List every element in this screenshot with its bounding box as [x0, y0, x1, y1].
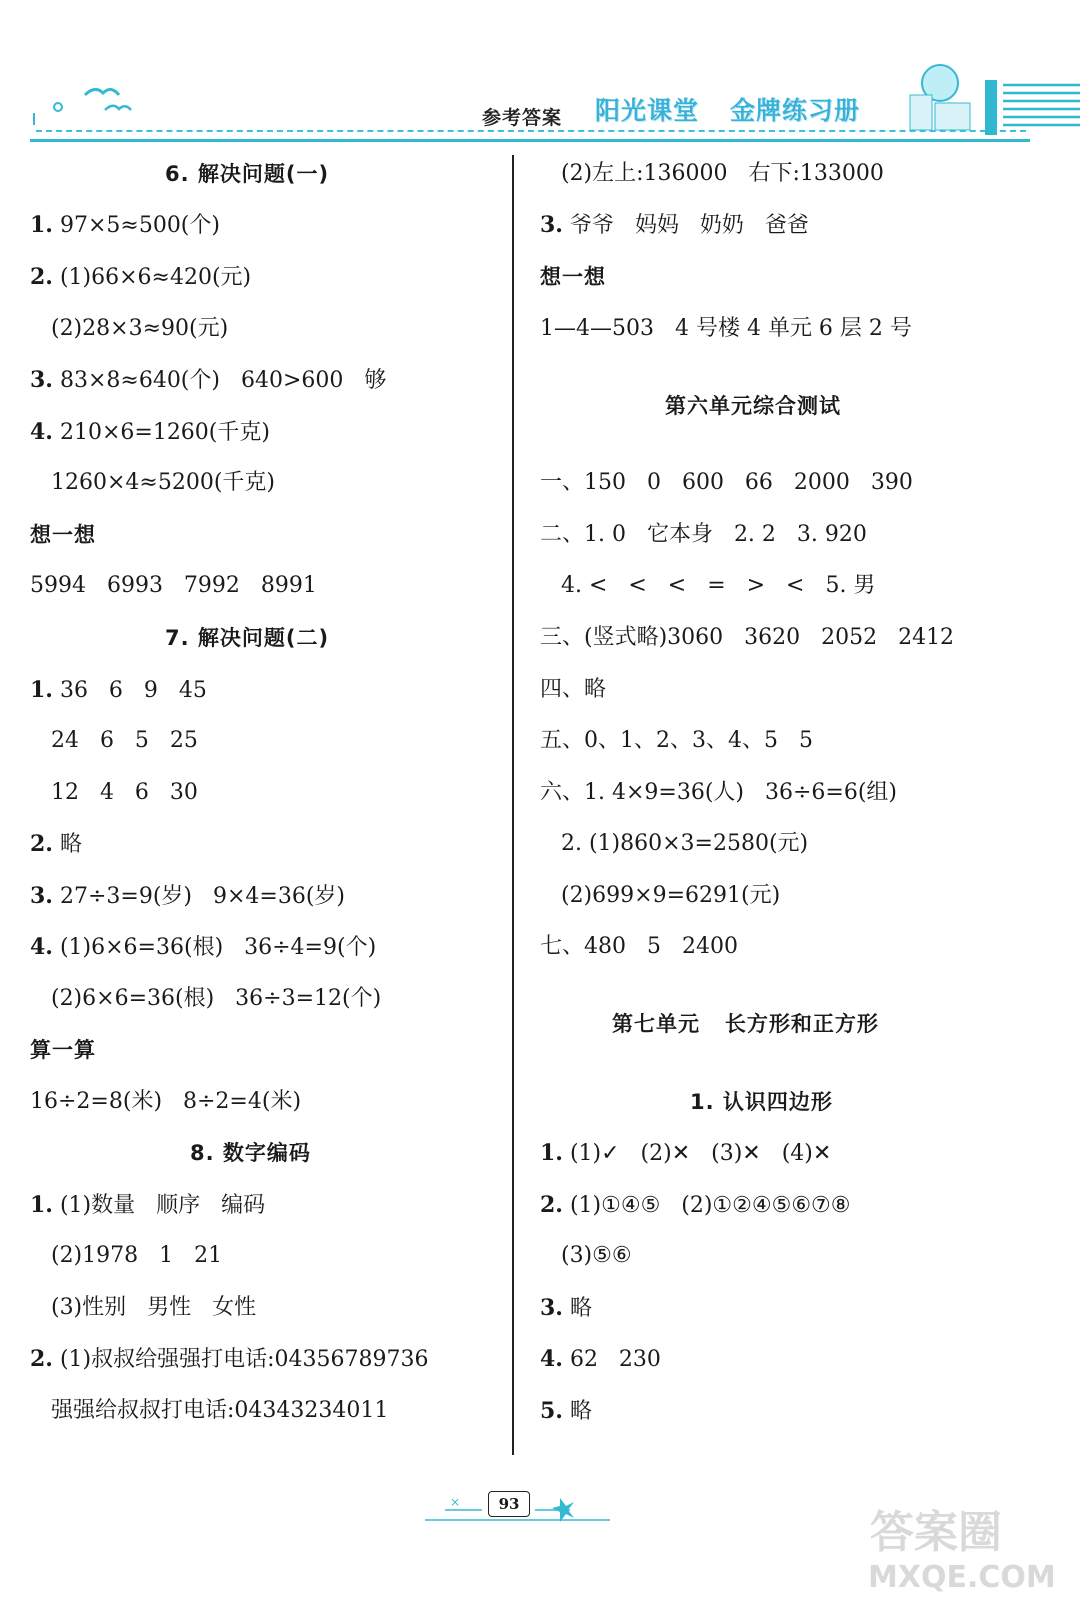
decoration-icon: [880, 55, 985, 135]
section-title: 想一想: [30, 523, 96, 547]
answer-line: 4. 62 230: [540, 1346, 661, 1372]
answer-line: 1. 36 6 9 45: [30, 677, 207, 703]
answer-line: (2)左上:136000 右下:133000: [540, 161, 884, 186]
section-title: 算一算: [30, 1038, 96, 1062]
unit-title: 第七单元 长方形和正方形: [612, 1012, 879, 1036]
answer-line: 3. 27÷3=9(岁) 9×4=36(岁): [30, 883, 345, 909]
answer-line: 2. (1)①④⑤ (2)①②④⑤⑥⑦⑧: [540, 1192, 851, 1218]
header-rule: [30, 139, 1030, 142]
answer-line: 16÷2=8(米) 8÷2=4(米): [30, 1089, 302, 1114]
brand-title: 阳光课堂: [595, 96, 700, 125]
answer-line: (2)1978 1 21: [30, 1243, 223, 1268]
answer-line: 六、1. 4×9=36(人) 36÷6=6(组): [540, 780, 898, 805]
answer-line: 1. (1)数量 顺序 编码: [30, 1192, 266, 1218]
answer-line: 5994 6993 7992 8991: [30, 573, 317, 598]
answer-line: (3)性别 男性 女性: [30, 1295, 257, 1320]
answer-line: 1. (1)✓ (2)✕ (3)✕ (4)✕: [540, 1140, 832, 1166]
reference-answer-label: 参考答案: [482, 107, 563, 129]
section-title: 7. 解决问题(二): [165, 626, 330, 650]
answer-line: 2. (1)叔叔给强强打电话:04356789736: [30, 1346, 429, 1372]
answer-line: 4. < < < = > < 5. 男: [540, 573, 876, 598]
answer-line: 1. 97×5≈500(个): [30, 212, 220, 238]
answer-line: 24 6 5 25: [30, 728, 198, 753]
watermark-line1: 答案圈: [870, 1507, 1002, 1558]
answer-line: 二、1. 0 它本身 2. 2 3. 920: [540, 522, 867, 547]
answer-line: 3. 略: [540, 1295, 592, 1321]
section-title: 1. 认识四边形: [690, 1090, 833, 1114]
column-divider: [512, 155, 514, 1455]
answer-line: (2)28×3≈90(元): [30, 316, 229, 341]
answer-line: 1—4—503 4 号楼 4 单元 6 层 2 号: [540, 316, 912, 341]
page-header: [30, 55, 1070, 145]
answer-line: 4. 210×6=1260(千克): [30, 419, 270, 445]
answer-line: 五、0、1、2、3、4、5 5: [540, 728, 813, 753]
answer-line: (3)⑤⑥: [540, 1243, 632, 1268]
stripes-icon: [985, 75, 1080, 135]
answer-line: 四、略: [540, 677, 607, 702]
answer-line: 3. 爷爷 妈妈 奶奶 爸爸: [540, 212, 809, 238]
page-footer: [420, 1480, 620, 1530]
section-title: 第六单元综合测试: [665, 394, 841, 418]
answer-line: 一、150 0 600 66 2000 390: [540, 470, 913, 495]
watermark-logo: [860, 1495, 1075, 1595]
answer-line: 5. 略: [540, 1398, 592, 1424]
answer-line: 2. 略: [30, 831, 82, 857]
answer-line: 强强给叔叔打电话:04343234011: [30, 1398, 389, 1423]
watermark-icon: [860, 1495, 1075, 1595]
answer-line: 2. (1)66×6≈420(元): [30, 264, 252, 290]
birds-icon: [30, 55, 170, 125]
section-title: 6. 解决问题(一): [165, 162, 330, 186]
answer-line: 1260×4≈5200(千克): [30, 470, 275, 495]
answer-line: (2)6×6=36(根) 36÷3=12(个): [30, 986, 382, 1011]
section-title: 8. 数字编码: [190, 1141, 311, 1165]
header-dashed-rule: [36, 130, 1026, 132]
section-title: 想一想: [540, 265, 606, 289]
answer-line: (2)699×9=6291(元): [540, 883, 781, 908]
answer-line: 4. (1)6×6=36(根) 36÷4=9(个): [30, 934, 377, 960]
watermark-line2: MXQE.COM: [868, 1560, 1056, 1595]
answer-line: 12 4 6 30: [30, 780, 198, 805]
page-number: 93: [488, 1491, 530, 1517]
answer-line: 2. (1)860×3=2580(元): [540, 831, 809, 856]
answer-line: 七、480 5 2400: [540, 934, 738, 959]
answer-line: 三、(竖式略)3060 3620 2052 2412: [540, 625, 955, 650]
answer-line: 3. 83×8≈640(个) 640>600 够: [30, 367, 387, 393]
svg-text:×: ×: [450, 1495, 461, 1509]
brand-subtitle: 金牌练习册: [730, 96, 861, 125]
